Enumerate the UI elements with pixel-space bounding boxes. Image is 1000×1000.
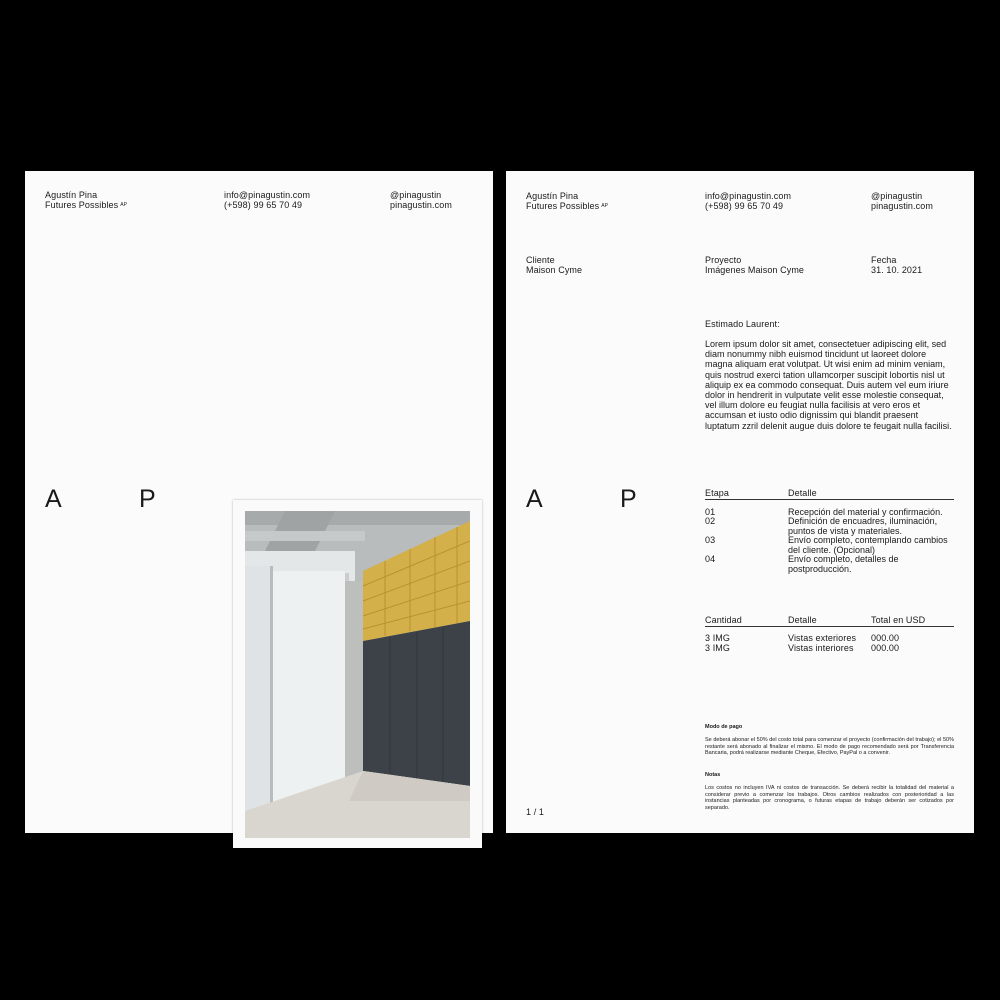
studio-mark: AP [120, 202, 128, 208]
client-label: Cliente [526, 255, 555, 265]
notes-text: Los costos no incluyen IVA ni costos de transacción. Se deberá recibir la totalidad del material a considerar previo a comenzar los trabajos. Otros cambios realizados con posterioridad a las instancias planteadas por cronograma, o futuras etapas de trabajo deberán ser cotizados por separado. [705, 785, 954, 811]
stage-detail: Recepción del material y confirmación. [788, 507, 943, 517]
monogram-a: A [526, 485, 543, 513]
letter-body: Lorem ipsum dolor sit amet, consectetuer adipiscing elit, sed diam nonummy nibh euismod tincidunt ut laoreet dolore magna aliquam erat volutpat. Ut wisi enim ad minim veniam, quis nostrud exerci tation ullamcorper suscipit lobortis nisl ut aliquip ex ea commodo consequat. Duis autem vel eum iriure dolor in hendrerit in vulputate velit esse molestie consequat, vel illum dolore eu feugiat nulla facilisis at vero eros et accumsan et iusto odio dignissim qui blandit praesent luptatum zzril delenit augue duis dolore te feugait nulla facilisi. [705, 339, 952, 431]
item-qty: 3 IMG [705, 643, 731, 653]
notes-title: Notas [705, 772, 721, 778]
stage-detail: Envío completo, contemplando cambios del cliente. (Opcional) [788, 535, 948, 556]
sender-phone: (+598) 99 65 70 49 [705, 201, 784, 211]
payment-title: Modo de pago [705, 724, 743, 730]
stage-num: 03 [705, 535, 716, 545]
studio-mark: AP [601, 203, 609, 209]
sender-email: info@pinagustin.com [705, 191, 792, 201]
stage-detail: Definición de encuadres, iluminación, puntos de vista y materiales. [788, 516, 938, 537]
sender-website: pinagustin.com [390, 200, 452, 210]
items-header-qty: Cantidad [705, 615, 742, 625]
sender-email: info@pinagustin.com [224, 190, 311, 200]
item-detail: Vistas exteriores [788, 633, 857, 643]
sender-handle: @pinagustin [390, 190, 442, 200]
project-label: Proyecto [705, 255, 742, 265]
sender-website: pinagustin.com [871, 201, 933, 211]
item-total: 000.00 [871, 633, 900, 643]
studio-name: Futures Possibles $^{AP}$ [526, 201, 609, 211]
stages-rule [705, 499, 954, 500]
date-value: 31. 10. 2021 [871, 265, 923, 275]
items-header-detail: Detalle [788, 615, 817, 625]
items-rule [705, 626, 954, 627]
photo-card [233, 500, 482, 848]
date-label: Fecha [871, 255, 897, 265]
monogram-p: P [620, 485, 637, 513]
client-value: Maison Cyme [526, 265, 583, 275]
stage-num: 02 [705, 516, 716, 526]
interior-photo [245, 511, 470, 838]
stage-num: 04 [705, 554, 716, 564]
invoice-sheet [506, 171, 974, 833]
monogram-a: A [45, 485, 62, 513]
sender-handle: @pinagustin [871, 191, 923, 201]
items-header-total: Total en USD [871, 615, 926, 625]
stages-header-detail: Detalle [788, 488, 817, 498]
greeting: Estimado Laurent: [705, 319, 780, 329]
monogram-p: P [139, 485, 156, 513]
stages-header-stage: Etapa [705, 488, 730, 498]
sender-name: Agustín Pina [526, 191, 579, 201]
stage-num: 01 [705, 507, 716, 517]
stage-detail: Envío completo, detalles de postproducción. [788, 554, 899, 575]
item-total: 000.00 [871, 643, 900, 653]
sender-name: Agustín Pina [45, 190, 98, 200]
payment-text: Se deberá abonar el 50% del costo total para comenzar el proyecto (confirmación del trabajo); el 50% restante será abonado al finalizar el mismo. El modo de pago recomendado será por Transferencia Bancaria, podrá realizarse mediante Cheque, Efectivo, PayPal o a convenir. [705, 737, 954, 756]
project-value: Imágenes Maison Cyme [705, 265, 805, 275]
item-detail: Vistas interiores [788, 643, 854, 653]
item-qty: 3 IMG [705, 633, 731, 643]
sender-phone: (+598) 99 65 70 49 [224, 200, 303, 210]
studio-name: Futures Possibles $^{AP}$ [45, 200, 128, 210]
page-number: 1 / 1 [526, 807, 545, 817]
